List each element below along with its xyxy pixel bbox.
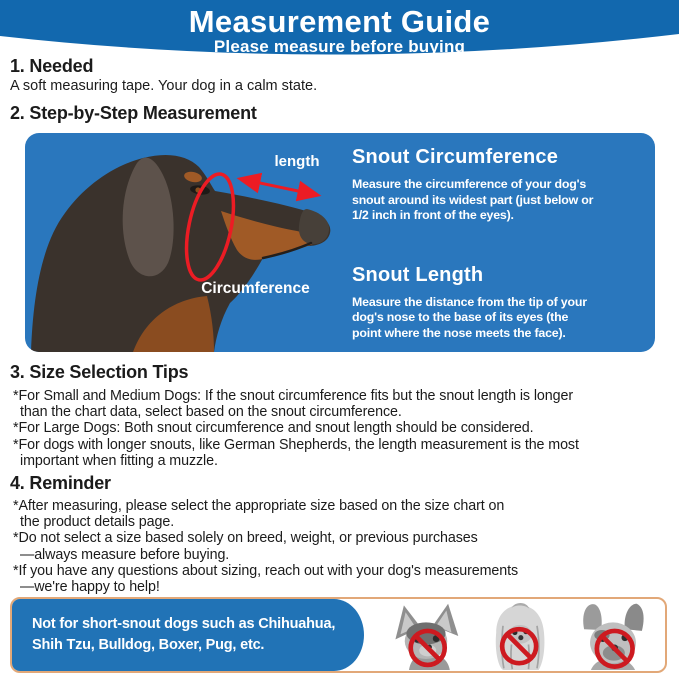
snout-circumference-text: Measure the circumference of your dog's <box>352 177 587 191</box>
header-banner <box>0 0 679 76</box>
excluded-breeds-images <box>382 601 657 670</box>
snout-length-text: point where the nose meets the face). <box>352 325 566 340</box>
warning-blue-ribbon <box>12 599 364 671</box>
snout-length-text: Measure the distance from the tip of your <box>352 294 587 309</box>
panel-instructions <box>352 146 648 341</box>
circumference-label: Circumference <box>201 280 310 297</box>
steps-heading: 2. Step-by-Step Measurement <box>10 103 257 123</box>
reminder-heading: 4. Reminder <box>10 473 111 493</box>
tip-line: *For Large Dogs: Both snout circumference and snout length should be considered. <box>13 420 534 437</box>
length-label: length <box>274 153 320 170</box>
french-bulldog-icon <box>569 602 657 670</box>
snout-circumference-heading: Snout Circumference <box>352 146 559 168</box>
reminder-line: —we're happy to help! <box>20 579 160 596</box>
measurement-diagram-panel <box>25 133 655 352</box>
tips-list <box>13 388 673 469</box>
page-title: Measurement Guide <box>188 4 491 39</box>
needed-body: A soft measuring tape. Your dog in a calm state. <box>10 78 318 94</box>
page-subtitle: Please measure before buying <box>213 37 466 56</box>
tip-line: than the chart data, select based on the snout circumference. <box>20 404 402 421</box>
snout-circumference-text: snout around its widest part (just below or <box>352 192 594 207</box>
tip-line: *For dogs with longer snouts, like German Shepherds, the length measurement is the most <box>13 436 579 453</box>
tip-line: important when fitting a muzzle. <box>20 452 218 469</box>
reminder-line: *Do not select a size based solely on breed, weight, or previous purchases <box>13 530 478 547</box>
reminder-line: —always measure before buying. <box>20 546 230 563</box>
shih-tzu-icon <box>476 602 564 670</box>
snout-length-text: dog's nose to the base of its eyes (the <box>352 310 569 324</box>
reminder-list <box>13 498 673 595</box>
chihuahua-icon <box>382 602 470 670</box>
warning-text: Shih Tzu, Bulldog, Boxer, Pug, etc. <box>32 637 265 653</box>
snout-circumference-text: 1/2 inch in front of the eyes). <box>352 208 514 222</box>
reminder-line: *If you have any questions about sizing, reach out with your dog's measurements <box>13 562 519 579</box>
warning-text: Not for short-snout dogs such as Chihuahua, <box>32 616 336 632</box>
reminder-line: *After measuring, please select the appropriate size based on the size chart on <box>13 498 505 514</box>
snout-length-heading: Snout Length <box>352 263 484 286</box>
tip-line: *For Small and Medium Dogs: If the snout circumference fits but the snout length is longer <box>13 388 573 404</box>
reminder-line: the product details page. <box>20 514 175 531</box>
needed-heading: 1. Needed <box>10 56 94 76</box>
not-for-breeds-warning <box>10 597 667 673</box>
tips-heading: 3. Size Selection Tips <box>10 362 189 382</box>
